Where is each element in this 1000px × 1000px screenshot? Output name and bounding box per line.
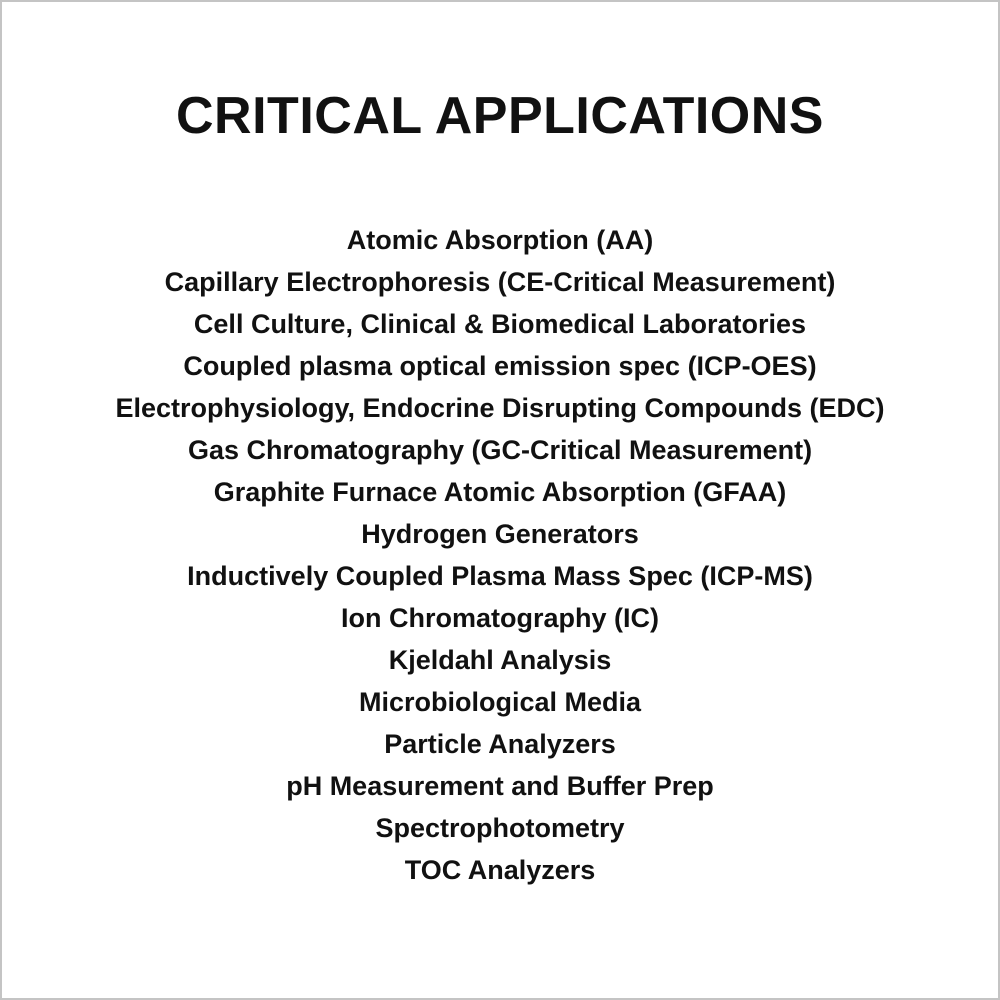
list-item: Electrophysiology, Endocrine Disrupting Compounds (EDC)	[115, 393, 885, 423]
list-item: Ion Chromatography (IC)	[341, 603, 659, 633]
page-title: CRITICAL APPLICATIONS	[176, 87, 824, 145]
list-item: Gas Chromatography (GC-Critical Measurement)	[187, 435, 813, 465]
list-item: Capillary Electrophoresis (CE-Critical Measurement)	[164, 267, 836, 297]
list-item: Inductively Coupled Plasma Mass Spec (ICP-MS)	[187, 561, 813, 591]
list-item: Particle Analyzers	[384, 729, 616, 759]
list-item: Kjeldahl Analysis	[388, 645, 612, 675]
list-item: Atomic Absorption (AA)	[346, 225, 654, 255]
list-item: pH Measurement and Buffer Prep	[286, 771, 714, 801]
list-item: TOC Analyzers	[404, 855, 596, 885]
list-item: Coupled plasma optical emission spec (ICP-OES)	[183, 351, 817, 381]
list-item: Graphite Furnace Atomic Absorption (GFAA)	[213, 477, 787, 507]
list-item: Spectrophotometry	[375, 813, 625, 843]
list-item: Microbiological Media	[358, 687, 642, 717]
list-item: Hydrogen Generators	[361, 519, 639, 549]
list-item: Cell Culture, Clinical & Biomedical Laboratories	[193, 309, 807, 339]
applications-list	[2, 219, 998, 891]
